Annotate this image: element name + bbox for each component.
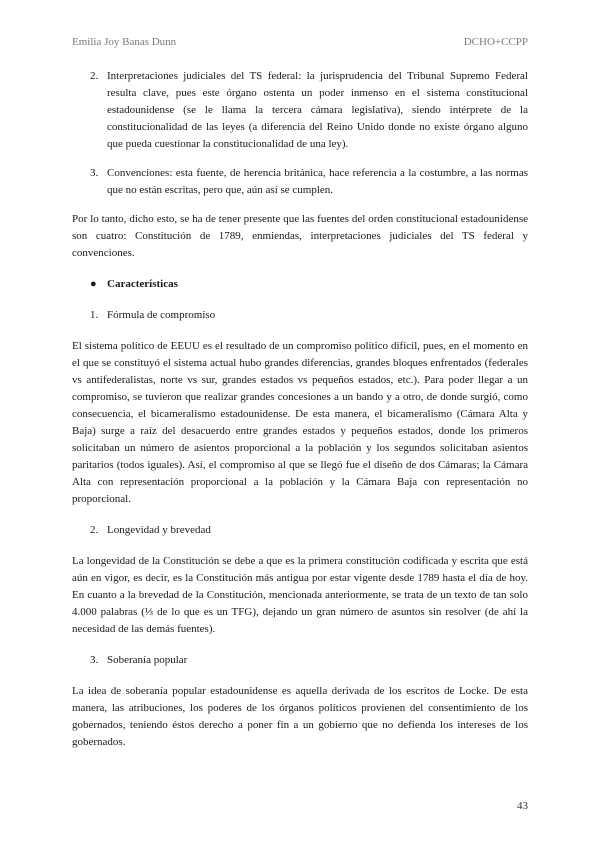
page-header [72,36,528,48]
subsection-body: La longevidad de la Constitución se debe a que es la primera constitución codificada y escrita que está aún en vigor, es decir, es la Constitución más antigua por estar vigente desde 1789 hasta el día de hoy. En cuanto a la brevedad de la Constitución, mencionada anteriormente, se trata de un texto de tan solo 4.000 palabras (⅓ de lo que es un TFG), dejando un gran número de asuntos sin resolver (de ahí la necesidad de las demás fuentes). [72,555,528,635]
subsection-heading [90,522,528,539]
list-number: 3. [90,167,99,179]
page-number: 43 [517,800,528,812]
subsection-title: Longevidad y brevedad [107,524,211,536]
subsection-title: Soberanía popular [107,654,188,666]
paragraph-sources: Por lo tanto, dicho esto, se ha de tener presente que las fuentes del orden constitucional estadounidense son cuatro: Constitución de 1789, enmiendas, interpretaciones judiciales del TS federal y convenciones. [72,213,528,259]
section-heading [90,276,528,293]
header-author: Emilia Joy Banas Dunn [72,36,177,48]
subsection-number: 3. [90,654,99,666]
list-text: Interpretaciones judiciales del TS federal: la jurisprudencia del Tribunal Supremo Federal resulta clave, pues este órgano ostenta un poder inmenso en el sistema constitucional estadounidense (se le llama la tercera cámara legislativa), siendo intérprete de la constitucionalidad de las leyes (a diferencia del Reino Unido donde no existe órgano alguno que pueda cuestionar la constitucionalidad de una ley). [107,70,528,150]
page-body [72,68,528,751]
subsection-number: 1. [90,309,99,321]
subsection-body: El sistema político de EEUU es el resultado de un compromiso político difícil, pues, en el momento en el que se constituyó el sistema actual hubo grandes diferencias, grandes bloques enfrentados (federales vs antifederalistas, norte vs sur, grandes estados vs pequeños estados, etc.). Para poder llegar a un compromiso, se tuvieron que realizar grandes concesiones a un bando y a otro, de donde surgió, como consecuencia, el bicameralismo estadounidense. De esta manera, el bicameralismo (Cámara Alta y Baja) surge a raíz del desacuerdo entre grandes estados y pequeños estados, donde los primeros solicitaban un número de asientos proporcional a la población y los segundos solicitaban asientos paritarios (todos iguales). Así, el compromiso al que se llegó fue el diseño de dos Cámaras; la Cámara Alta con representación proporcional a la población y la Cámara Baja con representación no proporcional. [72,340,528,505]
list-number: 2. [90,70,99,82]
bullet-icon: ● [90,278,97,290]
list-text: Convenciones: esta fuente, de herencia británica, hace referencia a la costumbre, a las normas que no están escritas, pero que, aún así se cumplen. [107,167,528,196]
subsection-title: Fórmula de compromiso [107,309,216,321]
section-title: Características [107,278,178,290]
list-item [90,165,528,199]
header-course: DCHO+CCPP [463,36,528,48]
subsection-number: 2. [90,524,99,536]
subsection-heading [90,307,528,324]
subsection-heading [90,652,528,669]
subsection-body: La idea de soberanía popular estadounidense es aquella derivada de los escritos de Locke. De esta manera, las atribuciones, los poderes de los órganos políticos provienen del consentimiento de los gobernados, teniendo éstos derecho a poner fin a un gobierno que no defienda los intereses de los gobernados. [72,685,528,748]
list-item [90,68,528,153]
